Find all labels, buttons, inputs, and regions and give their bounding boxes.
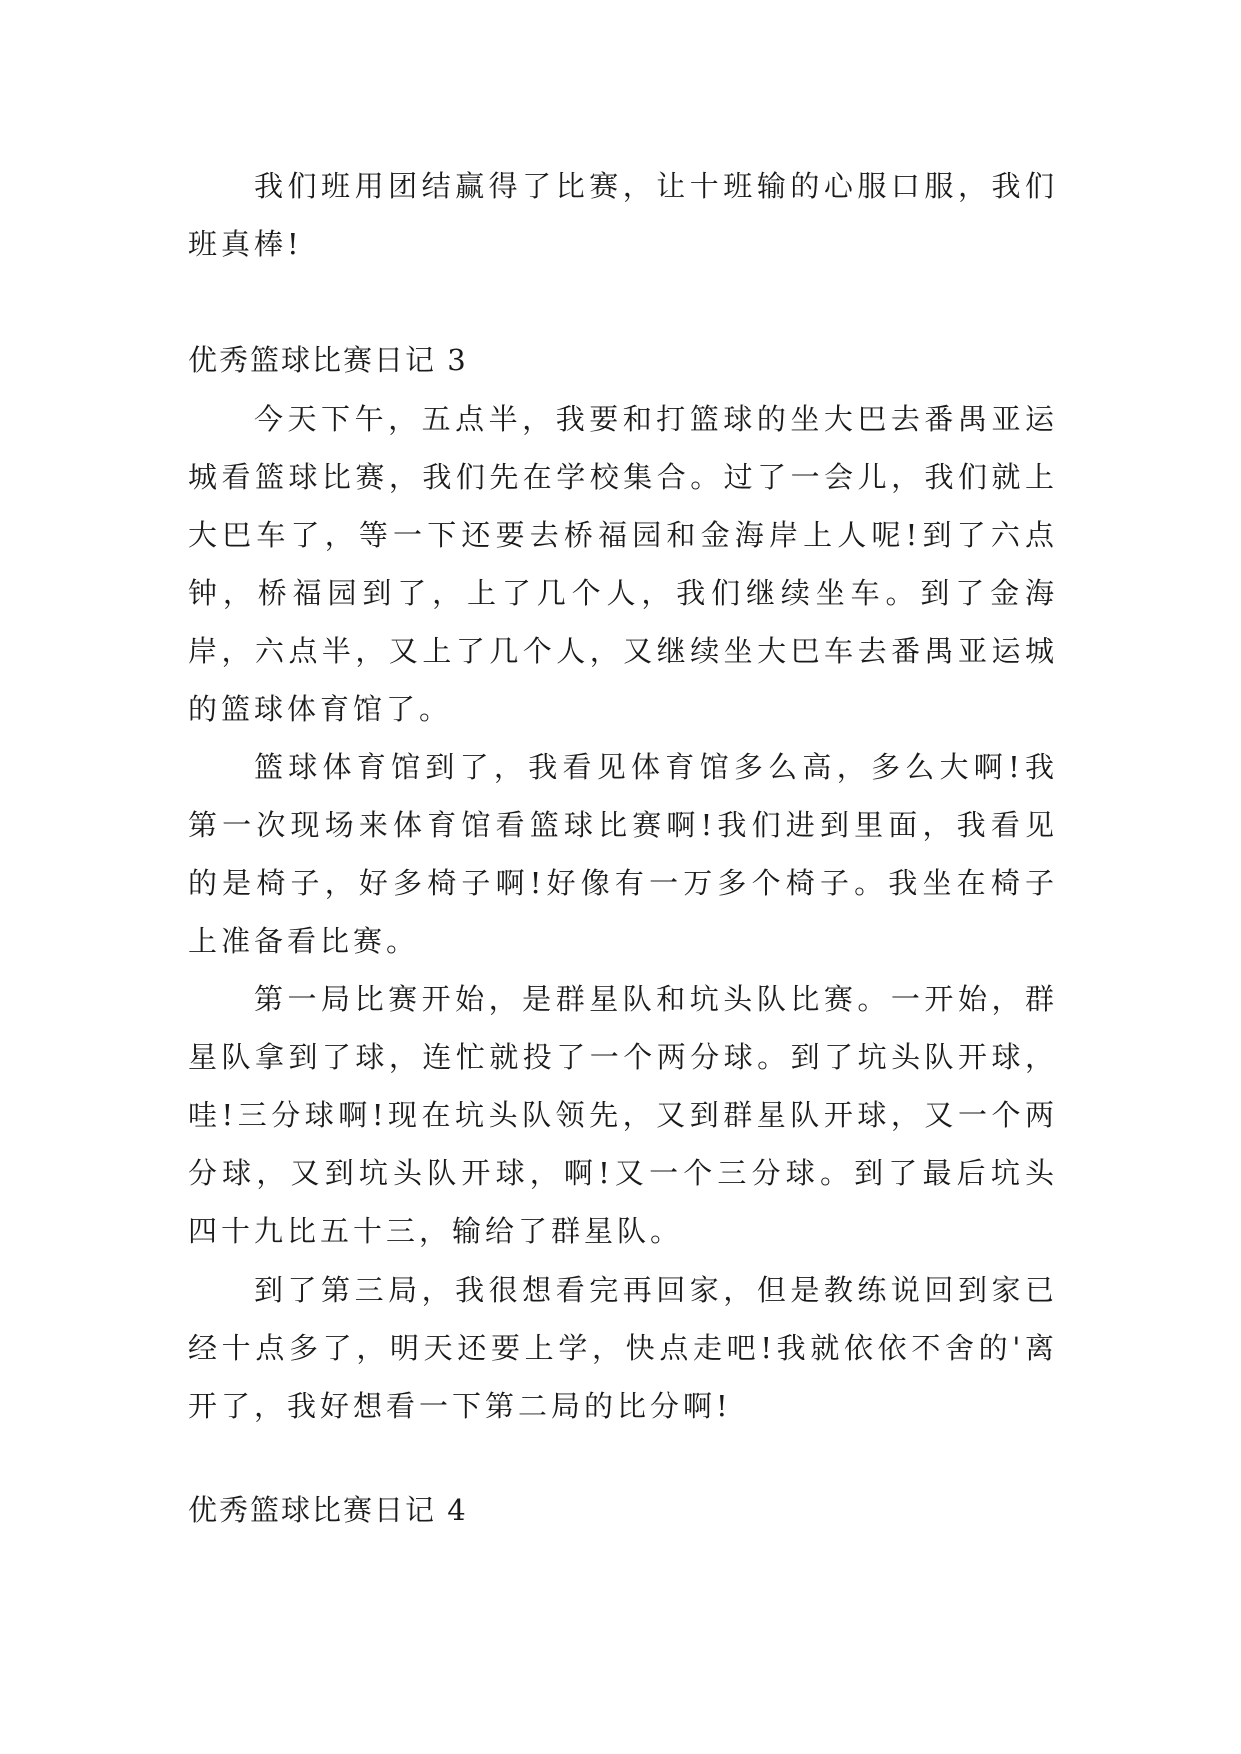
paragraph-bus-trip: 今天下午，五点半，我要和打篮球的坐大巴去番禺亚运城看篮球比赛，我们先在学校集合。过了一会儿，我们就上大巴车了，等一下还要去桥福园和金海岸上人呢!到了六点钟，桥福园到了，上了几个人，我们继续坐车。到了金海岸，六点半，又上了几个人，又继续坐大巴车去番禺亚运城的篮球体育馆了。 bbox=[188, 402, 1058, 726]
section-heading-diary-3: 优秀篮球比赛日记 3 bbox=[188, 343, 468, 377]
paragraph-leaving: 到了第三局，我很想看完再回家，但是教练说回到家已经十点多了，明天还要上学，快点走吧!我就依依不舍的'离开了，我好想看一下第二局的比分啊! bbox=[188, 1273, 1058, 1423]
paragraph-class-victory: 我们班用团结赢得了比赛，让十班输的心服口服，我们班真棒! bbox=[188, 169, 1058, 261]
paragraph-first-game: 第一局比赛开始，是群星队和坑头队比赛。一开始，群星队拿到了球，连忙就投了一个两分球。到了坑头队开球，哇!三分球啊!现在坑头队领先，又到群星队开球，又一个两分球，又到坑头队开球，啊!又一个三分球。到了最后坑头四十九比五十三，输给了群星队。 bbox=[188, 982, 1058, 1248]
paragraph-stadium: 篮球体育馆到了，我看见体育馆多么高，多么大啊!我第一次现场来体育馆看篮球比赛啊!我们进到里面，我看见的是椅子，好多椅子啊!好像有一万多个椅子。我坐在椅子上准备看比赛。 bbox=[188, 750, 1058, 958]
section-heading-diary-4: 优秀篮球比赛日记 4 bbox=[188, 1493, 468, 1527]
